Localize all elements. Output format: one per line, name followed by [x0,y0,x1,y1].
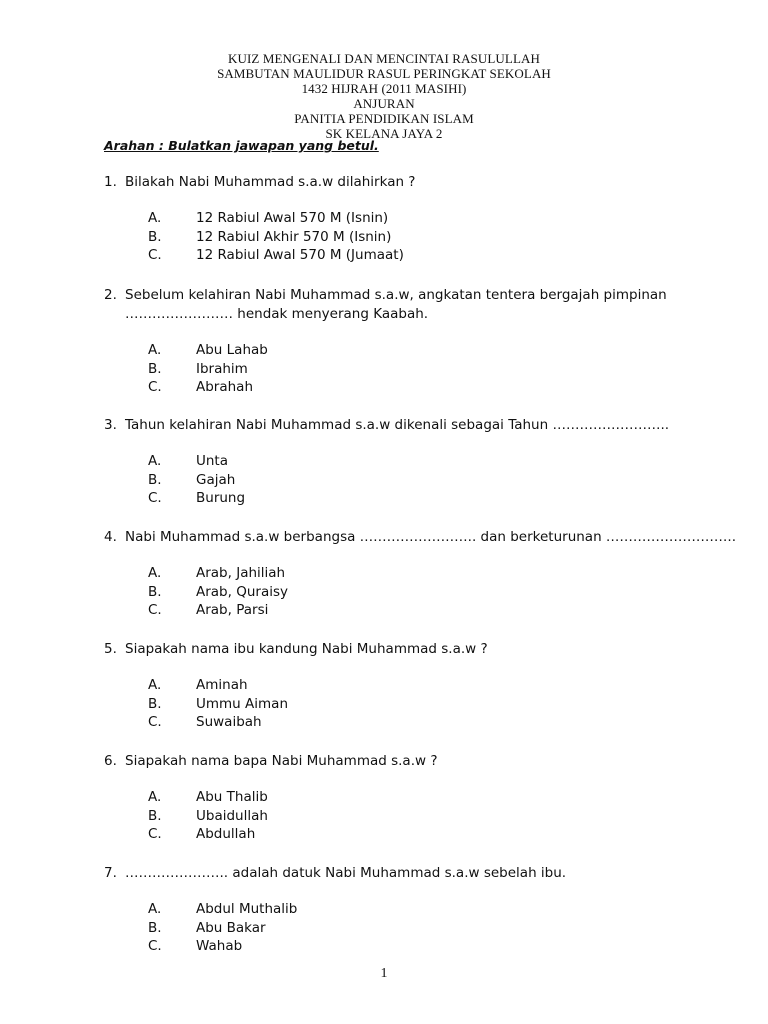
option-list [104,209,664,265]
question-4 [104,528,737,620]
option-text: Burung [196,490,246,507]
option-text: Unta [196,453,229,469]
question-text: Siapakah nama bapa Nabi Muhammad s.a.w ? [125,753,438,769]
question-text: Siapakah nama ibu kandung Nabi Muhammad s.a.w ? [125,641,488,657]
option-b[interactable] [104,471,664,490]
question-stem [104,173,664,192]
option-letter: C. [148,490,162,507]
option-a[interactable] [104,341,664,360]
question-number: 1. [104,174,117,190]
header-school: SK KELANA JAYA 2 [325,126,443,141]
option-letter: B. [148,807,162,824]
question-stem [104,864,664,883]
option-letter: B. [148,695,162,712]
question-stem [104,286,667,305]
question-text: Bilakah Nabi Muhammad s.a.w dilahirkan ? [125,174,416,190]
option-text: Ummu Aiman [196,695,288,712]
option-letter: B. [148,360,162,377]
option-c[interactable] [104,937,664,956]
option-text: 12 Rabiul Akhir 570 M (Isnin) [196,228,392,245]
option-text: Arab, Jahiliah [196,565,286,581]
question-number: 4. [104,529,117,545]
option-text: Abdullah [196,826,256,843]
option-text: Abrahah [196,379,254,396]
question-number: 7. [104,865,117,881]
question-number: 2. [104,287,117,303]
option-letter: C. [148,379,162,396]
option-letter: A. [148,901,162,917]
header-organizer-label: ANJURAN [353,96,415,111]
option-a[interactable] [104,452,664,471]
option-b[interactable] [104,228,664,247]
option-c[interactable] [104,713,664,732]
option-text: Aminah [196,677,248,693]
question-2 [104,286,667,397]
option-c[interactable] [104,601,664,620]
option-letter: A. [148,789,162,805]
option-letter: B. [148,471,162,488]
header-title: KUIZ MENGENALI DAN MENCINTAI RASULULLAH [228,51,540,66]
option-text: Wahab [196,938,243,955]
question-stem [104,752,664,771]
option-a[interactable] [104,209,664,228]
option-c[interactable] [104,378,664,397]
option-letter: A. [148,565,162,581]
question-6 [104,752,664,844]
option-letter: C. [148,826,162,843]
question-stem [104,416,670,435]
option-b[interactable] [104,807,664,826]
option-letter: C. [148,714,162,731]
option-letter: A. [148,453,162,469]
option-letter: A. [148,210,162,226]
option-text: Abu Lahab [196,342,268,358]
option-c[interactable] [104,489,664,508]
option-text: 12 Rabiul Awal 570 M (Isnin) [196,210,389,226]
instruction-text: Arahan : Bulatkan jawapan yang betul. [104,138,379,153]
option-letter: C. [148,938,162,955]
question-number: 3. [104,417,117,433]
option-b[interactable] [104,360,664,379]
page-number: 1 [380,966,388,981]
option-text: Abu Bakar [196,919,266,936]
option-text: Ubaidullah [196,807,268,824]
question-text: ………………….. adalah datuk Nabi Muhammad s.a.w sebelah ibu. [125,865,567,881]
question-5 [104,640,664,732]
option-b[interactable] [104,695,664,714]
question-number: 6. [104,753,117,769]
option-letter: A. [148,342,162,358]
option-text: Ibrahim [196,360,248,377]
option-c[interactable] [104,825,664,844]
question-number: 5. [104,641,117,657]
question-7 [104,864,664,956]
option-text: Abdul Muthalib [196,901,298,917]
option-list [104,452,664,508]
question-text: Tahun kelahiran Nabi Muhammad s.a.w dikenali sebagai Tahun …………………….. [125,417,670,433]
question-stem [104,640,664,659]
option-a[interactable] [104,564,664,583]
option-list [104,900,664,956]
option-letter: C. [148,602,162,619]
document-header [0,51,768,141]
option-text: 12 Rabiul Awal 570 M (Jumaat) [196,247,404,264]
option-list [104,564,664,620]
option-letter: B. [148,583,162,600]
option-b[interactable] [104,583,664,602]
option-text: Arab, Parsi [196,602,269,619]
option-a[interactable] [104,676,664,695]
header-organizer: PANITIA PENDIDIKAN ISLAM [294,111,474,126]
question-text-continuation: …………………… hendak menyerang Kaabah. [125,306,429,322]
option-text: Abu Thalib [196,789,268,805]
question-1 [104,173,664,265]
question-3 [104,416,670,508]
option-text: Arab, Quraisy [196,583,288,600]
option-c[interactable] [104,246,664,265]
option-letter: B. [148,919,162,936]
option-list [104,676,664,732]
header-subtitle: SAMBUTAN MAULIDUR RASUL PERINGKAT SEKOLAH [217,66,551,81]
option-b[interactable] [104,919,664,938]
header-year: 1432 HIJRAH (2011 MASIHI) [301,81,467,96]
option-a[interactable] [104,788,664,807]
question-text: Nabi Muhammad s.a.w berbangsa …………………….. dan berketurunan ……………………….. [125,529,737,545]
option-letter: B. [148,228,162,245]
option-list [104,341,664,397]
option-text: Suwaibah [196,714,262,731]
option-letter: A. [148,677,162,693]
question-text: Sebelum kelahiran Nabi Muhammad s.a.w, angkatan tentera bergajah pimpinan [125,287,667,303]
question-stem [104,528,737,547]
option-letter: C. [148,247,162,264]
option-list [104,788,664,844]
option-a[interactable] [104,900,664,919]
option-text: Gajah [196,471,236,488]
